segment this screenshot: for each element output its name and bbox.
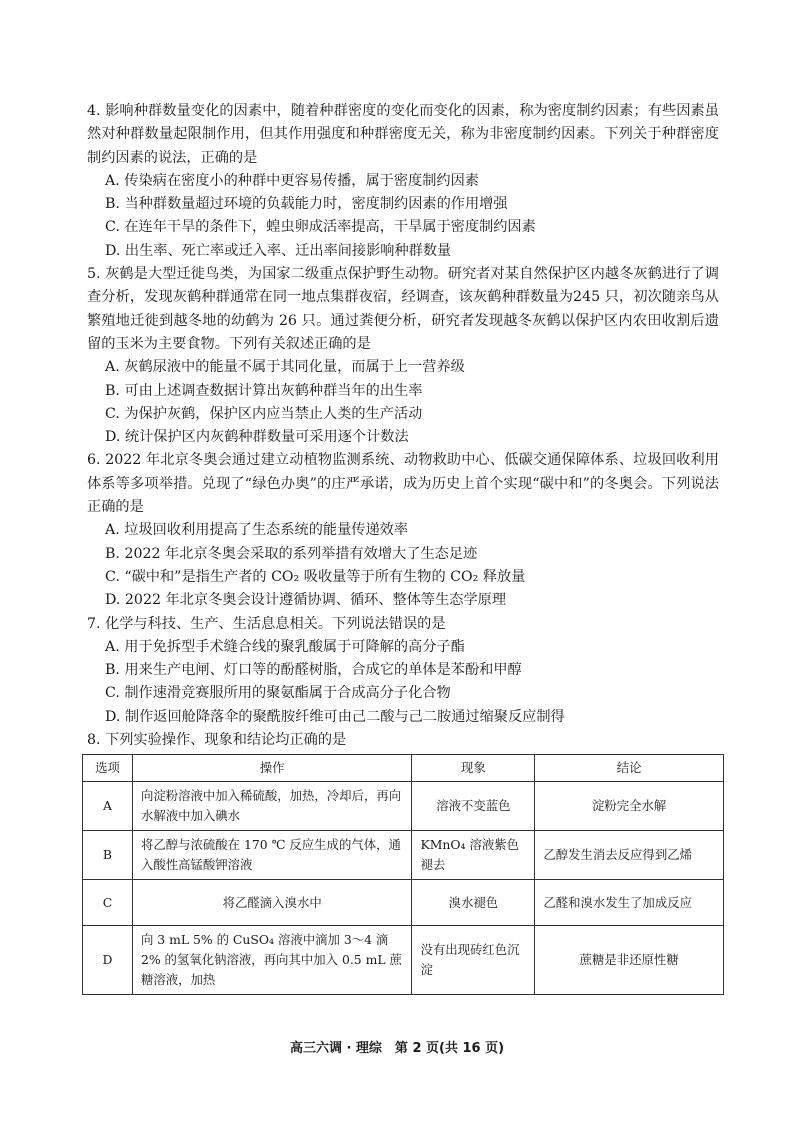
cell-option: D: [83, 926, 133, 995]
question-stem: 8. 下列实验操作、现象和结论均正确的是: [87, 732, 347, 749]
question-7: [87, 613, 719, 729]
table-row: [83, 926, 724, 995]
option-a: A. 传染病在密度小的种群中更容易传播，属于密度制约因素: [105, 172, 479, 189]
table-header-row: [83, 755, 724, 782]
option-a: A. 用于免拆型手术缝合线的聚乳酸属于可降解的高分子酯: [105, 638, 465, 655]
exam-page: [87, 100, 719, 995]
question-stem: 7. 化学与科技、生产、生活息息相关。下列说法错误的是: [87, 615, 446, 632]
option-c: C. 在连年干旱的条件下，蝗虫卵成活率提高，干旱属于密度制约因素: [105, 219, 536, 236]
cell-operation: 向淀粉溶液中加入稀硫酸，加热，冷却后，再向水解液中加入碘水: [132, 782, 412, 831]
header-conclusion: 结论: [535, 755, 724, 782]
cell-conclusion: 乙醛和溴水发生了加成反应: [535, 880, 724, 926]
cell-conclusion: 淀粉完全水解: [535, 782, 724, 831]
cell-option: B: [83, 831, 133, 880]
question-stem: 4. 影响种群数量变化的因素中，随着种群密度的变化而变化的因素，称为密度制约因素；有些因素虽然对种群数量起限制作用，但其作用强度和种群密度无关，称为非密度制约因素。下列关于种群密度制约因素的说法，正确的是: [87, 103, 719, 166]
question-4: [87, 100, 719, 263]
cell-operation: 将乙醛滴入溴水中: [132, 880, 412, 926]
page-footer: 高三六调 · 理综 第 2 页(共 16 页): [289, 1041, 505, 1056]
option-b: B. 当种群数量超过环境的负载能力时，密度制约因素的作用增强: [105, 196, 508, 213]
experiment-table: [82, 754, 724, 995]
option-c: C. 制作速滑竞赛服所用的聚氨酯属于合成高分子化合物: [105, 685, 451, 702]
option-d: D. 统计保护区内灰鹤种群数量可采用逐个计数法: [105, 429, 409, 446]
option-d: D. 出生率、死亡率或迁入率、迁出率间接影响种群数量: [105, 242, 452, 259]
option-d: D. 2022 年北京冬奥会设计遵循协调、循环、整体等生态学原理: [105, 592, 507, 609]
header-phenomenon: 现象: [412, 755, 535, 782]
question-6: [87, 449, 719, 612]
cell-conclusion: 乙醇发生消去反应得到乙烯: [535, 831, 724, 880]
option-a: A. 垃圾回收利用提高了生态系统的能量传递效率: [105, 522, 409, 539]
option-b: B. 2022 年北京冬奥会采取的系列举措有效增大了生态足迹: [105, 545, 478, 562]
table-row: [83, 782, 724, 831]
question-5: [87, 263, 719, 449]
table-row: [83, 880, 724, 926]
cell-phenomenon: 溴水褪色: [412, 880, 535, 926]
option-a: A. 灰鹤尿液中的能量不属于其同化量，而属于上一营养级: [105, 359, 465, 376]
cell-option: C: [83, 880, 133, 926]
option-c: C. “碳中和”是指生产者的 CO₂ 吸收量等于所有生物的 CO₂ 释放量: [105, 568, 526, 585]
option-b: B. 可由上述调查数据计算出灰鹤种群当年的出生率: [105, 382, 423, 399]
cell-phenomenon: 溶液不变蓝色: [412, 782, 535, 831]
option-b: B. 用来生产电闸、灯口等的酚醛树脂，合成它的单体是苯酚和甲醇: [105, 662, 522, 679]
cell-phenomenon: 没有出现砖红色沉淀: [412, 926, 535, 995]
table-row: [83, 831, 724, 880]
header-operation: 操作: [132, 755, 412, 782]
cell-conclusion: 蔗糖是非还原性糖: [535, 926, 724, 995]
cell-operation: 将乙醇与浓硫酸在 170 ℃ 反应生成的气体，通入酸性高锰酸钾溶液: [132, 831, 412, 880]
question-stem: 5. 灰鹤是大型迁徙鸟类，为国家二级重点保护野生动物。研究者对某自然保护区内越冬灰鹤进行了调查分析，发现灰鹤种群通常在同一地点集群夜宿，经调查，该灰鹤种群数量为245 只，初次随亲鸟从繁殖地迁徙到越冬地的幼鹤为 26 只。通过粪便分析，研究者发现越冬灰鹤以保护区内农田收割后遗留的玉米为主要食物。下列有关叙述正确的是: [87, 266, 719, 352]
cell-operation: 向 3 mL 5% 的 CuSO₄ 溶液中滴加 3～4 滴 2% 的氢氧化钠溶液，再向其中加入 0.5 mL 蔗糖溶液，加热: [132, 926, 412, 995]
option-c: C. 为保护灰鹤，保护区内应当禁止人类的生产活动: [105, 405, 423, 422]
cell-phenomenon: KMnO₄ 溶液紫色褪去: [412, 831, 535, 880]
question-8: [87, 729, 719, 752]
option-d: D. 制作返回舱降落伞的聚酰胺纤维可由己二酸与己二胺通过缩聚反应制得: [105, 708, 565, 725]
header-option: 选项: [83, 755, 133, 782]
question-stem: 6. 2022 年北京冬奥会通过建立动植物监测系统、动物救助中心、低碳交通保障体系、垃圾回收利用体系等多项举措。兑现了“绿色办奥”的庄严承诺，成为历史上首个实现“碳中和”的冬奥会。下列说法正确的是: [87, 452, 719, 516]
cell-option: A: [83, 782, 133, 831]
